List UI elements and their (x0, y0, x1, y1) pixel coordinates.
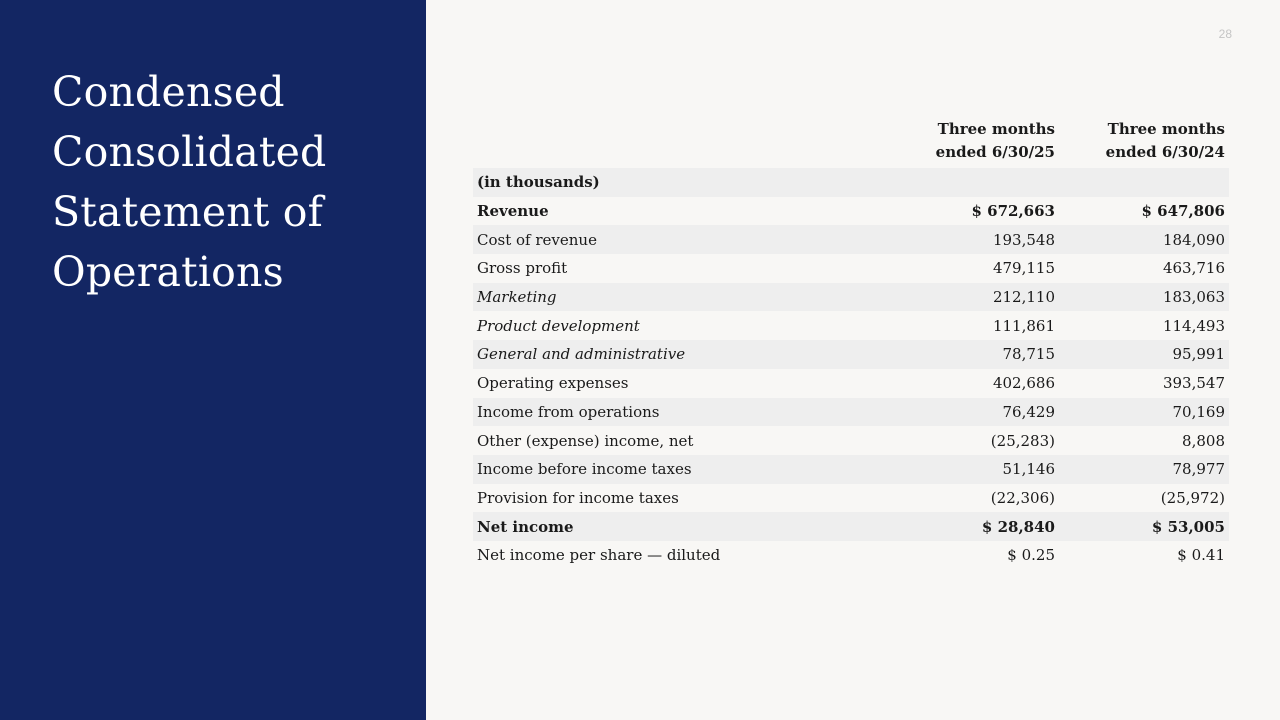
value-prior: $ 647,806 (1141, 202, 1225, 221)
value-prior: 70,169 (1059, 398, 1229, 427)
table-row (473, 197, 1229, 226)
table-header-row (473, 118, 1229, 168)
value-current: 78,715 (889, 340, 1059, 369)
title-line: Consolidated (52, 128, 327, 176)
title-line: Operations (52, 248, 284, 296)
header-empty-cell (473, 118, 889, 168)
table-row (473, 455, 1229, 484)
table-row (473, 311, 1229, 340)
statement-of-operations-table (473, 118, 1229, 570)
value-current: (25,283) (990, 431, 1055, 450)
table-row (473, 369, 1229, 398)
row-label: Income from operations (473, 398, 889, 427)
row-label: Income before income taxes (473, 455, 889, 484)
table-row (473, 254, 1229, 283)
table-row (473, 398, 1229, 427)
value-current: 212,110 (889, 283, 1059, 312)
value-prior: 184,090 (1059, 225, 1229, 254)
column-header-line: Three months (1107, 120, 1225, 138)
value-prior: 95,991 (1059, 340, 1229, 369)
row-label: General and administrative (473, 340, 889, 369)
row-label: Cost of revenue (473, 225, 889, 254)
column-header-line: ended 6/30/24 (1105, 143, 1225, 161)
value-current: $ 28,840 (889, 512, 1059, 541)
units-row (473, 168, 1229, 197)
value-current: $ 672,663 (971, 202, 1055, 221)
row-label: Other (expense) income, net (477, 431, 694, 450)
column-header-line: ended 6/30/25 (935, 143, 1055, 161)
value-prior: $ 0.41 (1177, 546, 1225, 565)
value-prior: 78,977 (1059, 455, 1229, 484)
page-number: 28 (1218, 27, 1232, 41)
row-label: Gross profit (477, 259, 568, 278)
slide-title (52, 62, 412, 302)
value-current: 193,548 (889, 225, 1059, 254)
value-prior: (25,972) (1160, 488, 1225, 507)
row-label: Net income (473, 512, 889, 541)
table-row (473, 225, 1229, 254)
empty-cell (889, 168, 1059, 197)
empty-cell (1059, 168, 1229, 197)
value-current: 402,686 (992, 374, 1055, 393)
value-current: 76,429 (889, 398, 1059, 427)
units-label: (in thousands) (473, 168, 889, 197)
table-row (473, 541, 1229, 570)
table-row (473, 283, 1229, 312)
value-current: (22,306) (990, 488, 1055, 507)
row-label: Revenue (477, 202, 549, 221)
value-current: 51,146 (889, 455, 1059, 484)
row-label: Operating expenses (477, 374, 629, 393)
table-row (473, 512, 1229, 541)
value-prior: 8,808 (1182, 431, 1225, 450)
value-prior: 393,547 (1162, 374, 1225, 393)
value-current: 479,115 (992, 259, 1055, 278)
column-header-prior (1059, 118, 1229, 168)
title-line: Statement of (52, 188, 324, 236)
value-current: 111,861 (992, 316, 1055, 335)
title-line: Condensed (52, 68, 285, 116)
table-row (473, 340, 1229, 369)
value-current: $ 0.25 (1007, 546, 1055, 565)
row-label: Provision for income taxes (477, 488, 679, 507)
row-label: Marketing (473, 283, 889, 312)
row-label: Product development (477, 316, 640, 335)
value-prior: 114,493 (1162, 316, 1225, 335)
value-prior: $ 53,005 (1059, 512, 1229, 541)
column-header-line: Three months (937, 120, 1055, 138)
value-prior: 183,063 (1059, 283, 1229, 312)
table-row (473, 426, 1229, 455)
column-header-current (889, 118, 1059, 168)
title-panel (0, 0, 426, 720)
row-label: Net income per share — diluted (477, 546, 721, 565)
statement-table-container (473, 118, 1229, 570)
table-row (473, 484, 1229, 513)
value-prior: 463,716 (1162, 259, 1225, 278)
